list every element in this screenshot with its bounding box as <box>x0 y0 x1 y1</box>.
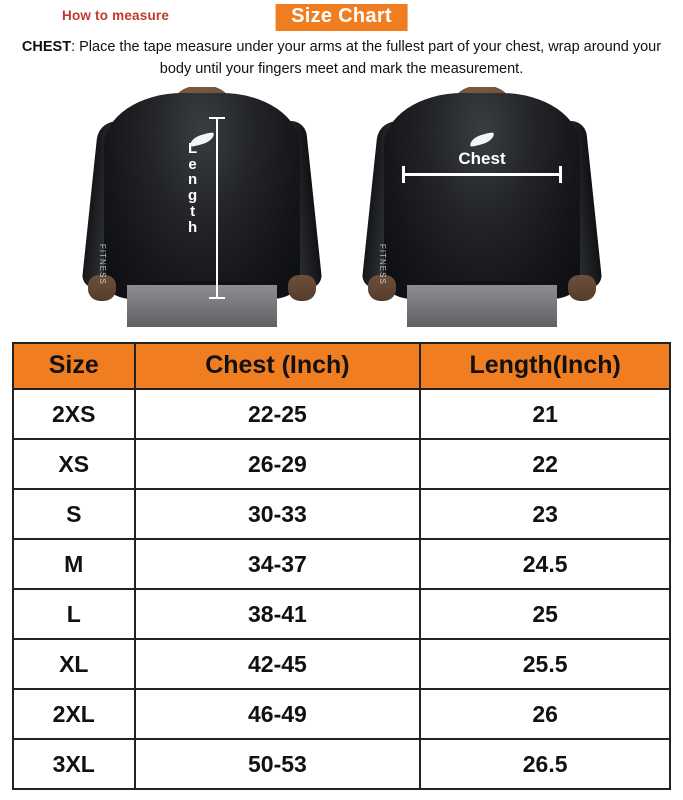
size-chart-table-wrap <box>12 342 671 790</box>
length-letter-1: e <box>188 155 197 173</box>
cell-chest: 50-53 <box>135 739 421 789</box>
brand-swoosh-icon <box>468 131 496 148</box>
cell-chest: 34-37 <box>135 539 421 589</box>
chest-measure-line <box>402 173 562 176</box>
table-row <box>13 489 670 539</box>
cell-length: 25 <box>420 589 670 639</box>
page-header <box>0 0 683 34</box>
model-photo-length <box>62 87 342 327</box>
size-chart-table <box>12 342 671 790</box>
column-header-length: Length(Inch) <box>420 343 670 389</box>
column-header-size: Size <box>13 343 135 389</box>
chest-measure-label: Chest <box>458 148 506 168</box>
table-row <box>13 439 670 489</box>
cell-length: 23 <box>420 489 670 539</box>
model-right-hand <box>288 275 316 301</box>
length-measure-label <box>188 141 197 236</box>
table-row <box>13 639 670 689</box>
table-row <box>13 589 670 639</box>
cell-size: M <box>13 539 135 589</box>
cell-chest: 46-49 <box>135 689 421 739</box>
cell-chest: 42-45 <box>135 639 421 689</box>
model-right-hand <box>568 275 596 301</box>
table-row <box>13 389 670 439</box>
compression-shirt <box>104 93 300 299</box>
table-header-row <box>13 343 670 389</box>
cell-length: 26.5 <box>420 739 670 789</box>
length-letter-4: t <box>190 202 196 220</box>
cell-size: XS <box>13 439 135 489</box>
measure-instructions <box>0 34 683 81</box>
cell-length: 21 <box>420 389 670 439</box>
compression-shirt <box>384 93 580 299</box>
cell-size: 3XL <box>13 739 135 789</box>
column-header-chest: Chest (Inch) <box>135 343 421 389</box>
cell-length: 26 <box>420 689 670 739</box>
length-measure-line <box>216 117 218 299</box>
table-row <box>13 689 670 739</box>
sleeve-brand-text: FITNESS <box>98 244 107 285</box>
model-trousers <box>127 285 277 327</box>
model-photos <box>0 87 683 327</box>
cell-chest: 26-29 <box>135 439 421 489</box>
length-letter-5: h <box>188 218 198 236</box>
cell-length: 24.5 <box>420 539 670 589</box>
cell-chest: 30-33 <box>135 489 421 539</box>
cell-length: 22 <box>420 439 670 489</box>
cell-chest: 22-25 <box>135 389 421 439</box>
cell-size: 2XS <box>13 389 135 439</box>
length-letter-0: L <box>188 139 198 157</box>
instructions-text: : Place the tape measure under your arms at the fullest part of your chest, wrap around your body until your fingers meet and mark the measurement. <box>71 39 662 78</box>
length-letter-3: g <box>188 187 198 205</box>
sleeve-brand-text: FITNESS <box>378 244 387 285</box>
model-photo-chest <box>342 87 622 327</box>
how-to-measure-label: How to measure <box>62 8 170 23</box>
model-trousers <box>407 285 557 327</box>
cell-size: S <box>13 489 135 539</box>
cell-length: 25.5 <box>420 639 670 689</box>
cell-size: L <box>13 589 135 639</box>
instructions-label: CHEST <box>21 39 72 55</box>
length-letter-2: n <box>188 171 198 189</box>
table-row <box>13 739 670 789</box>
cell-chest: 38-41 <box>135 589 421 639</box>
page-title: Size Chart <box>275 4 408 31</box>
table-row <box>13 539 670 589</box>
cell-size: XL <box>13 639 135 689</box>
cell-size: 2XL <box>13 689 135 739</box>
